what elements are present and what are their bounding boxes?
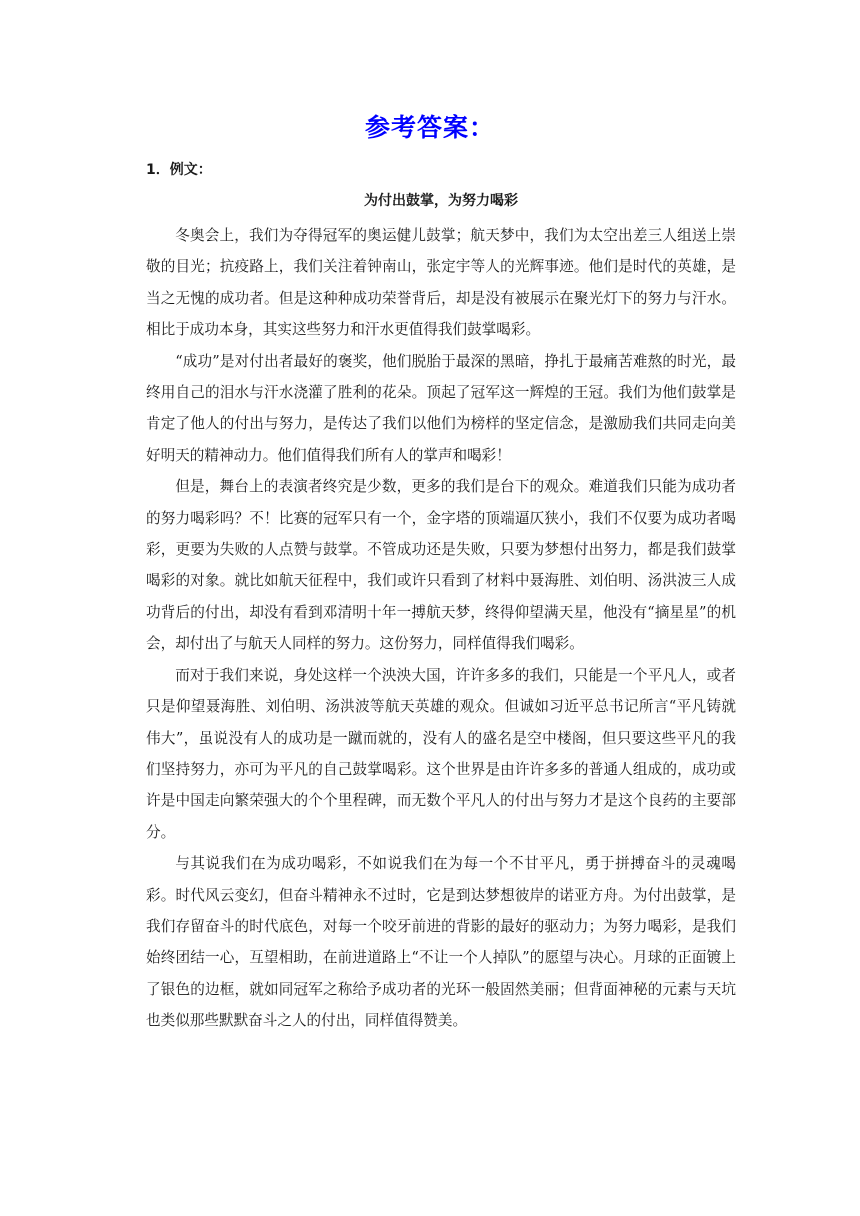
answer-heading: 参考答案： xyxy=(364,113,495,142)
essay-paragraph-3: 但是，舞台上的表演者终究是少数，更多的我们是台下的观众。难道我们只能为成功者的努力喝彩吗？不！比赛的冠军只有一个，金字塔的顶端逼仄狭小，我们不仅要为成功者喝彩，更要为失败的人点赞与鼓掌。不管成功还是失败，只要为梦想付出努力，都是我们鼓掌喝彩的对象。就比如航天征程中，我们或许只看到了材料中聂海胜、刘伯明、汤洪波三人成功背后的付出，却没有看到邓清明十年一搏航天梦，终得仰望满天星，他没有“摘星星”的机会，却付出了与航天人同样的努力。这份努力，同样值得我们喝彩。 xyxy=(146,478,736,653)
essay-paragraph-2: “成功”是对付出者最好的褒奖，他们脱胎于最深的黑暗，挣扎于最痛苦难熬的时光，最终用自己的泪水与汗水浇灌了胜利的花朵。顶起了冠军这一辉煌的王冠。我们为他们鼓掌是肯定了他人的付出与努力，是传达了我们以他们为榜样的坚定信念，是激励我们共同走向美好明天的精神动力。他们值得我们所有人的掌声和喝彩！ xyxy=(146,352,736,464)
question-label: 1．例文： xyxy=(146,162,212,178)
essay-title: 为付出鼓掌，为努力喝彩 xyxy=(364,193,518,209)
essay-body xyxy=(146,220,736,1037)
essay-paragraph-4: 而对于我们来说，身处这样一个泱泱大国，许许多多的我们，只能是一个平凡人，或者只是仰望聂海胜、刘伯明、汤洪波等航天英雄的观众。但诚如习近平总书记所言“平凡铸就伟大”，虽说没有人的成功是一蹴而就的，没有人的盛名是空中楼阁，但只要这些平凡的我们坚持努力，亦可为平凡的自己鼓掌喝彩。这个世界是由许许多多的普通人组成的，成功或许是中国走向繁荣强大的个个里程碑，而无数个平凡人的付出与努力才是这个良药的主要部分。 xyxy=(146,666,736,841)
essay-paragraph-1: 冬奥会上，我们为夺得冠军的奥运健儿鼓掌；航天梦中，我们为太空出差三人组送上崇敬的目光；抗疫路上，我们关注着钟南山，张定宇等人的光辉事迹。他们是时代的英雄，是当之无愧的成功者。但是这种种成功荣誉背后，却是没有被展示在聚光灯下的努力与汗水。相比于成功本身，其实这些努力和汗水更值得我们鼓掌喝彩。 xyxy=(146,227,736,339)
essay-paragraph-5: 与其说我们在为成功喝彩，不如说我们在为每一个不甘平凡，勇于拼搏奋斗的灵魂喝彩。时代风云变幻，但奋斗精神永不过时，它是到达梦想彼岸的诺亚方舟。为付出鼓掌，是我们存留奋斗的时代底色，对每一个咬牙前进的背影的最好的驱动力；为努力喝彩，是我们始终团结一心，互望相助，在前进道路上“不让一个人掉队”的愿望与决心。月球的正面镀上了银色的边框，就如同冠军之称给予成功者的光环一般固然美丽；但背面神秘的元素与天坑也类似那些默默奋斗之人的付出，同样值得赞美。 xyxy=(146,855,736,1030)
